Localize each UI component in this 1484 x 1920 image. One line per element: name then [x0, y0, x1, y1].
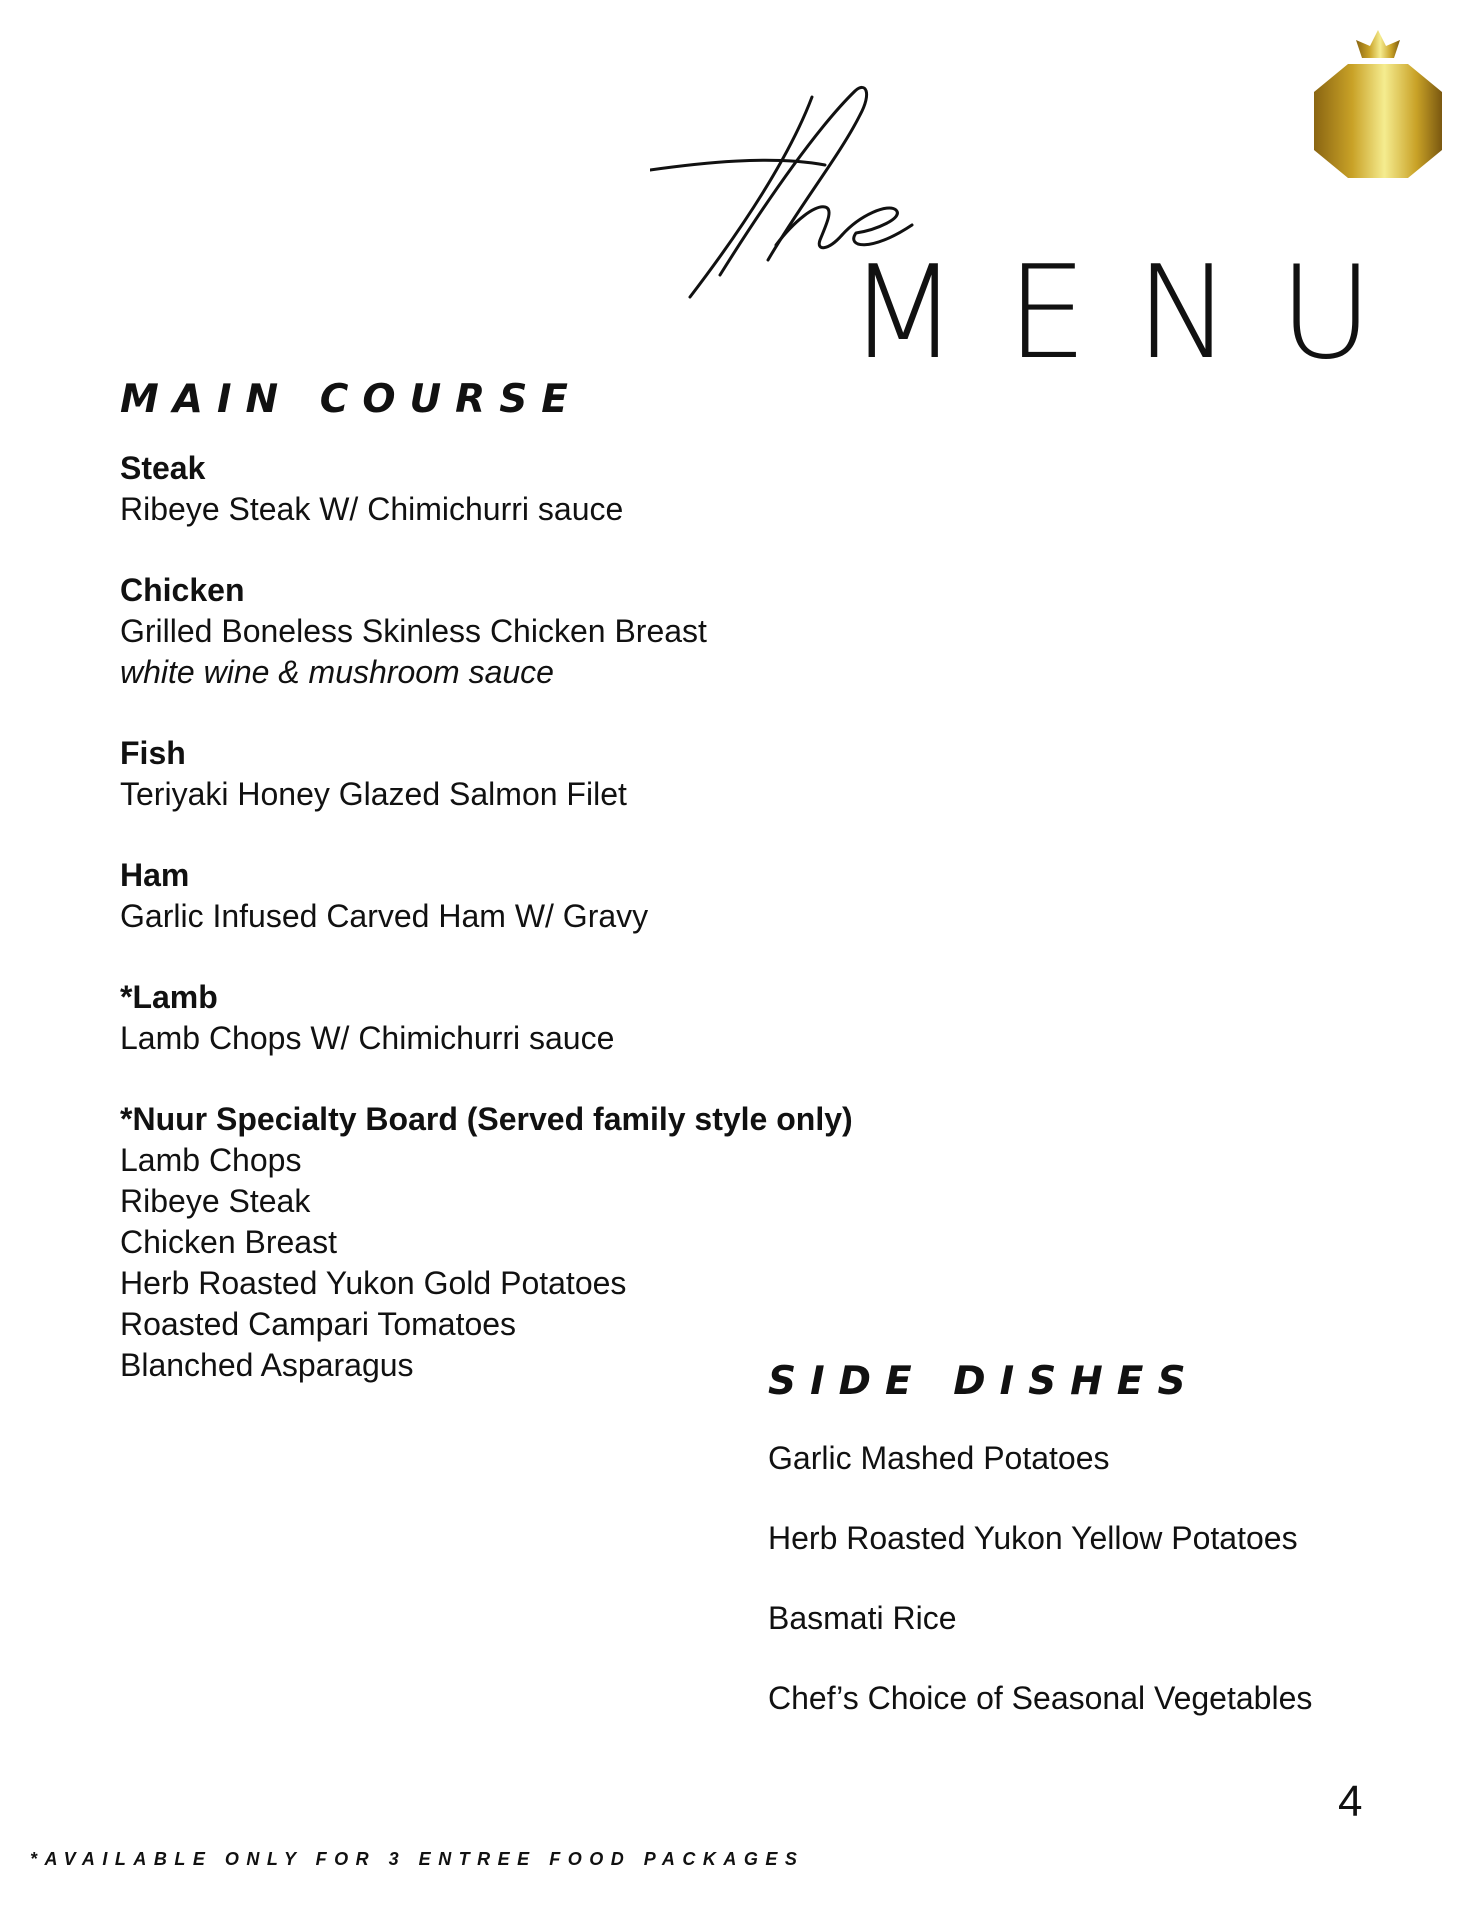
course-description: Lamb Chops W/ Chimichurri sauce [120, 1020, 615, 1056]
course-item [120, 570, 920, 693]
main-course-heading: MAIN COURSE [120, 377, 582, 422]
course-name: Chicken [120, 572, 245, 608]
side-dish-item: Chef’s Choice of Seasonal Vegetables [768, 1680, 1313, 1716]
course-name: Steak [120, 450, 206, 486]
side-dish-item: Basmati Rice [768, 1600, 957, 1636]
course-item [120, 1099, 920, 1386]
board-item: Ribeye Steak [120, 1183, 311, 1219]
course-description: Ribeye Steak W/ Chimichurri sauce [120, 491, 624, 527]
course-name: Fish [120, 735, 186, 771]
course-item [120, 855, 920, 937]
course-item [120, 733, 920, 815]
course-description: Garlic Infused Carved Ham W/ Gravy [120, 898, 649, 934]
course-description: Grilled Boneless Skinless Chicken Breast [120, 613, 707, 649]
board-item: Herb Roasted Yukon Gold Potatoes [120, 1265, 627, 1301]
side-dishes-list [768, 1438, 1418, 1758]
page-number: 4 [1338, 1777, 1363, 1826]
board-item: Roasted Campari Tomatoes [120, 1306, 517, 1342]
side-dish-item: Garlic Mashed Potatoes [768, 1440, 1110, 1476]
board-item: Blanched Asparagus [120, 1347, 414, 1383]
board-item: Lamb Chops [120, 1142, 302, 1178]
gold-pomegranate-logo-icon [1308, 28, 1448, 183]
course-description: Teriyaki Honey Glazed Salmon Filet [120, 776, 627, 812]
course-name: *Lamb [120, 979, 218, 1015]
board-item: Chicken Breast [120, 1224, 337, 1260]
course-name: Ham [120, 857, 190, 893]
course-sauce-note: white wine & mushroom sauce [120, 654, 554, 690]
footnote: *AVAILABLE ONLY FOR 3 ENTREE FOOD PACKAGES [30, 1849, 805, 1869]
course-name: *Nuur Specialty Board (Served family style only) [120, 1101, 853, 1137]
course-item [120, 977, 920, 1059]
course-item [120, 448, 920, 530]
main-course-list [120, 448, 920, 1426]
side-dishes-heading: SIDE DISHES [768, 1359, 1200, 1404]
menu-title: MENU [848, 239, 1421, 388]
side-dish-item: Herb Roasted Yukon Yellow Potatoes [768, 1520, 1298, 1556]
